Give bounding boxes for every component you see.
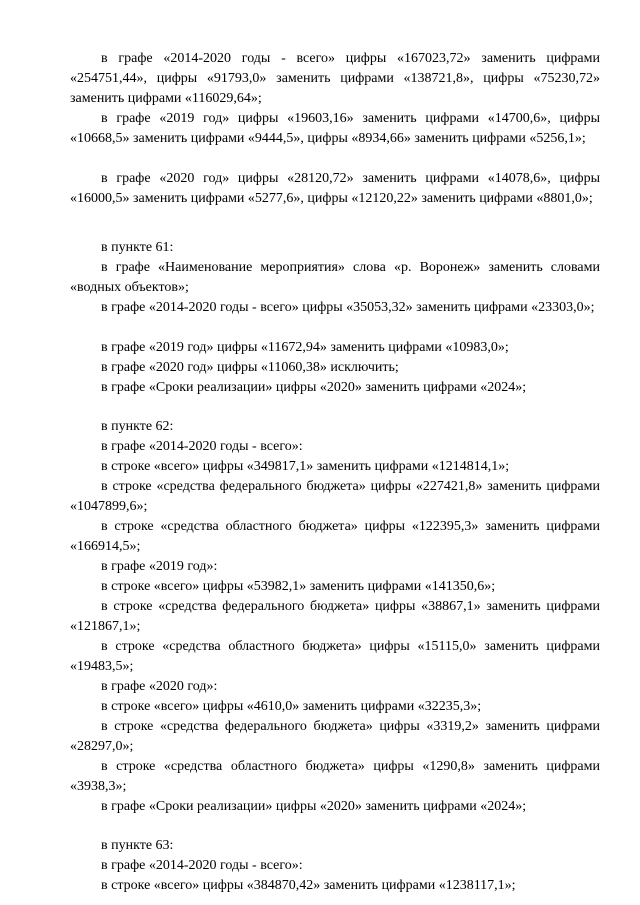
paragraph: в строке «средства областного бюджета» цифры «15115,0» заменить цифрами «19483,5»; [70,639,600,674]
section-heading: в пункте 63: [101,838,174,853]
paragraph: в графе «2020 год» цифры «28120,72» заменить цифрами «14078,6», цифры «16000,5» заменить цифрами «5277,6», цифры «12120,22» заменить цифрами «8801,0»; [70,171,600,206]
paragraph: в строке «всего» цифры «53982,1» заменить цифрами «141350,6»; [101,579,496,594]
paragraph: в строке «средства областного бюджета» цифры «122395,3» заменить цифрами «166914,5»; [70,519,600,554]
paragraph: в графе «2019 год» цифры «19603,16» заменить цифрами «14700,6», цифры «10668,5» заменить цифрами «9444,5», цифры «8934,66» заменить цифрами «5256,1»; [70,111,600,146]
paragraph: в графе «2014-2020 годы - всего»: [101,439,303,454]
paragraph: в графе «2014-2020 годы - всего»: [101,858,303,873]
paragraph: в графе «2020 год» цифры «11060,38» исключить; [101,360,399,375]
paragraph: в графе «2014-2020 годы - всего» цифры «167023,72» заменить цифрами «254751,44», цифры «91793,0» заменить цифрами «138721,8», цифры «75230,72» заменить цифрами «116029,64»; [70,51,600,106]
paragraph: в строке «средства федерального бюджета» цифры «38867,1» заменить цифрами «121867,1»; [70,599,600,634]
paragraph: в строке «средства областного бюджета» цифры «1290,8» заменить цифрами «3938,3»; [70,759,600,794]
paragraph: в строке «средства федерального бюджета» цифры «3319,2» заменить цифрами «28297,0»; [70,719,600,754]
paragraph: в графе «Сроки реализации» цифры «2020» заменить цифрами «2024»; [101,799,527,814]
section-heading: в пункте 61: [101,240,174,255]
section-heading: в пункте 62: [101,419,174,434]
paragraph: в графе «Наименование мероприятия» слова «р. Воронеж» заменить словами «водных объектов»; [70,260,600,295]
paragraph: в графе «Сроки реализации» цифры «2020» заменить цифрами «2024»; [101,380,527,395]
paragraph: в строке «всего» цифры «384870,42» заменить цифрами «1238117,1»; [101,878,516,893]
paragraph: в строке «всего» цифры «4610,0» заменить цифрами «32235,3»; [101,699,482,714]
paragraph: в графе «2014-2020 годы - всего» цифры «35053,32» заменить цифрами «23303,0»; [101,300,595,315]
paragraph: в строке «средства федерального бюджета» цифры «227421,8» заменить цифрами «1047899,6»; [70,479,600,514]
paragraph: в графе «2019 год» цифры «11672,94» заменить цифрами «10983,0»; [101,340,509,355]
paragraph: в графе «2020 год»: [101,679,218,694]
paragraph: в графе «2019 год»: [101,559,218,574]
paragraph: в строке «всего» цифры «349817,1» заменить цифрами «1214814,1»; [101,459,510,474]
